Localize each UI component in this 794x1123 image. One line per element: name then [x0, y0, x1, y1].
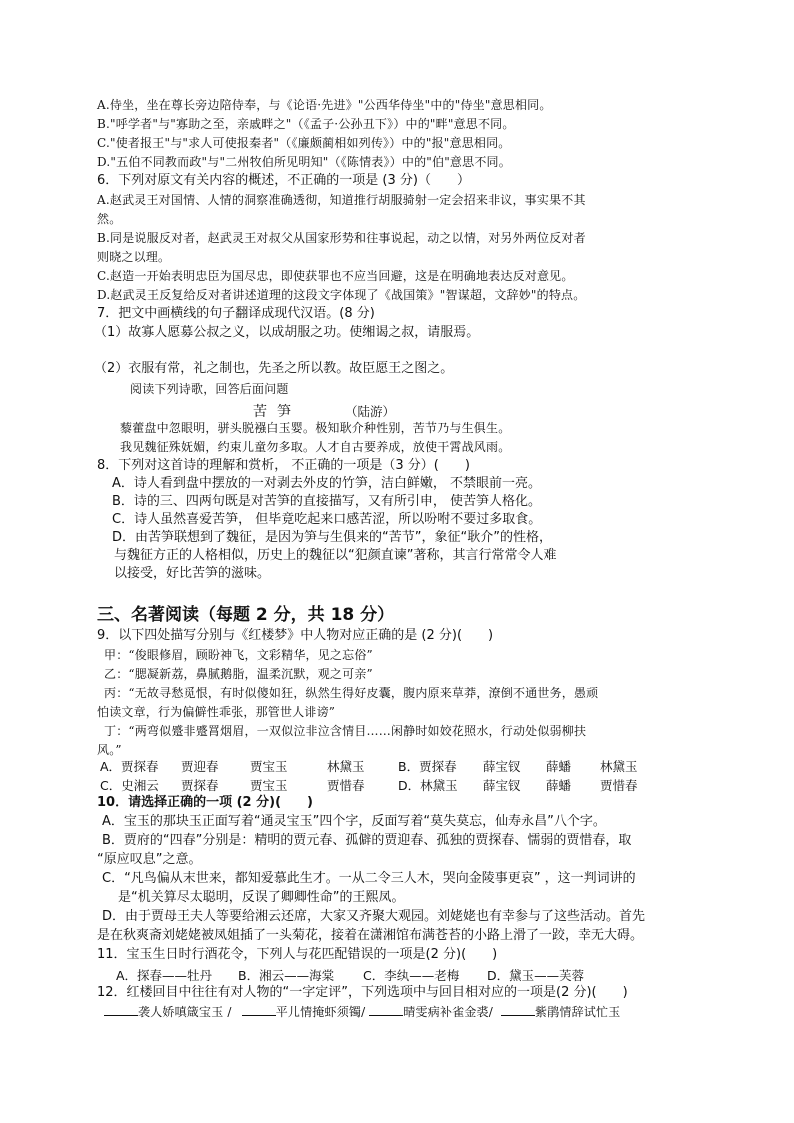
- q9-yi: 乙：“腮凝新荔，鼻腻鹅脂，温柔沉默，观之可亲”: [104, 667, 373, 681]
- q11-option-b: B．湘云——海棠: [238, 968, 335, 983]
- q9-option-b-4: 林黛玉: [600, 759, 638, 774]
- q6-option-a-line1: A.赵武灵王对国情、人情的洞察准确透彻，知道推行胡服骑射一定会招来非议，事实果不其: [97, 193, 586, 207]
- q9-bing-line1: 丙：“无故寻愁觅恨，有时似傻如狂，纵然生得好皮囊，腹内原来草莽，潦倒不通世务，愚顽: [104, 686, 599, 700]
- q8-option-a: A．诗人看到盘中摆放的一对剥去外皮的竹笋，洁白鲜嫩， 不禁眼前一亮。: [112, 476, 542, 491]
- q12-title-1: 袭人娇嗔箴宝玉 /: [138, 1005, 232, 1019]
- q9-option-b-1: B．贾探春: [398, 759, 457, 774]
- q8-option-c: C．诗人虽然喜爱苦笋， 但毕竟吃起来口感苦涩，所以吩咐不要过多取食。: [112, 512, 542, 527]
- q6-option-d: D.赵武灵王反复给反对者讲述道理的这段文字体现了《战国策》"智谋超，文辞妙"的特点。: [97, 288, 586, 302]
- q10-option-c-line2: 是“机关算尽太聪明，反误了卿卿性命”的王熙凤。: [118, 890, 405, 905]
- section-3-heading: 三、名著阅读（每题 2 分，共 18 分）: [97, 605, 395, 625]
- q5-option-b: B."呼学者"与"寡助之至，亲戚畔之"（《孟子·公孙丑下》）中的"畔"意思不同。: [97, 117, 515, 131]
- q6-option-c: C.赵造一开始表明忠臣为国尽忠，即使获罪也不应当回避，这是在明确地表达反对意见。: [97, 269, 574, 283]
- q9-option-c-3: 贾宝玉: [250, 778, 288, 793]
- poem-title: 苦笋: [253, 404, 301, 420]
- q5-option-c: C."使者报王"与"求人可使报秦者"（《廉颇蔺相如列传》）中的"报"意思相同。: [97, 136, 511, 150]
- poem-line-2: 我见魏征殊妩媚，约束儿童勿多取。人才自古要养成，放使干霄战风雨。: [120, 440, 511, 454]
- q10-option-d-line2: 是在秋爽斋刘姥姥被凤姐插了一头菊花，接着在潇湘馆布满苍苔的小路上滑了一跤，幸无大碍。: [97, 928, 644, 943]
- q8-option-b: B．诗的三、四两句既是对苦笋的直接描写，又有所引申， 使苦笋人格化。: [112, 494, 542, 509]
- q5-option-d: D."五伯不同教而政"与"二州牧伯所见明知"（《陈情表》）中的"伯"意思不同。: [97, 155, 511, 169]
- q9-option-c-4: 贾惜春: [327, 778, 365, 793]
- q8-option-d-line2: 与魏征方正的人格相似，历史上的魏征以“犯颜直谏”著称，其言行常常令人难: [114, 548, 557, 563]
- q8-option-d-line3: 以接受，好比苦笋的滋味。: [114, 566, 271, 581]
- q9-ding-line2: 风。”: [97, 743, 122, 757]
- q6-option-b-line2: 则晓之以理。: [97, 250, 171, 264]
- q9-option-c-2: 贾探春: [181, 778, 219, 793]
- q12-blank-1[interactable]: [104, 1004, 138, 1016]
- q9-option-b-2: 薛宝钗: [483, 759, 521, 774]
- q11-option-c: C．李纨——老梅: [363, 968, 460, 983]
- q9-option-d-2: 薛宝钗: [483, 778, 521, 793]
- q12-blank-2[interactable]: [242, 1004, 276, 1016]
- q8-option-d-line1: D．由苦笋联想到了魏征，是因为笋与生俱来的“苦节”，象征“耿介”的性格，: [112, 530, 552, 545]
- q9-option-a-3: 贾宝玉: [250, 759, 288, 774]
- q12-title-3: 晴雯病补雀金裘/: [403, 1005, 494, 1019]
- q9-option-c-1: C．史湘云: [100, 778, 159, 793]
- q5-option-a: A.侍坐，坐在尊长旁边陪侍奉，与《论语·先进》"公西华侍坐"中的"侍坐"意思相同。: [97, 98, 552, 112]
- q9-bing-line2: 怕读文章，行为偏僻性乖张，那管世人诽谤”: [97, 705, 336, 719]
- q10-option-b-line2: “原应叹息”之意。: [97, 852, 202, 867]
- q9-option-b-3: 薛蟠: [546, 759, 572, 774]
- q12-blank-4[interactable]: [501, 1004, 535, 1016]
- q7-sentence-2: （2）衣服有常，礼之制也，先圣之所以教。故臣愿王之图之。: [94, 361, 454, 376]
- q9-stem: 9．以下四处描写分别与《红楼梦》中人物对应正确的是 (2 分)( ): [97, 628, 494, 643]
- q10-option-d-line1: D．由于贾母王夫人等要给湘云还席，大家又齐聚大观园。刘姥姥也有幸参与了这些活动。首先: [102, 909, 646, 924]
- q10-option-c-line1: C．“凡鸟偏从末世来，都知爱慕此生才。一从二令三人木，哭向金陵事更哀” ，这一判词讲的: [102, 871, 636, 886]
- poem-line-1: 藜藿盘中忽眼明，骈头脱襁白玉婴。极知耿介种性别，苦节乃与生俱生。: [120, 421, 511, 435]
- q9-option-d-3: 薛蟠: [546, 778, 572, 793]
- q9-option-a-2: 贾迎春: [181, 759, 219, 774]
- q11-stem: 11．宝玉生日时行酒花令，下列人与花匹配错误的一项是(2 分)( ): [97, 947, 498, 962]
- q9-option-d-4: 贾惜春: [600, 778, 638, 793]
- q6-stem: 6．下列对原文有关内容的概述，不正确的一项是 (3 分)（ ）: [97, 173, 470, 188]
- q9-jia: 甲：“俊眼修眉，顾盼神飞，文彩精华，见之忘俗”: [104, 648, 373, 662]
- q10-option-a: A．宝玉的那块玉正面写着“通灵宝玉”四个字，反面写着“莫失莫忘，仙寿永昌”八个字。: [102, 814, 606, 829]
- q7-stem: 7．把文中画横线的句子翻译成现代汉语。(8 分): [97, 306, 375, 321]
- q9-option-d-1: D．林黛玉: [398, 778, 458, 793]
- q8-stem: 8．下列对这首诗的理解和赏析， 不正确的一项是（3 分）( ): [97, 458, 470, 473]
- q9-ding-line1: 丁：“两弯似蹙非蹙罥烟眉，一双似泣非泣含情目……闲静时如姣花照水，行动处似弱柳扶: [104, 724, 587, 738]
- q7-sentence-1: （1）故寡人愿募公叔之义，以成胡服之功。使缃谒之叔，请服焉。: [94, 325, 480, 340]
- q12-stem: 12．红楼回目中往往有对人物的“一字定评”，下列选项中与回目相对应的一项是(2 分)( ): [97, 985, 628, 1000]
- poem-author: （陆游）: [345, 404, 396, 419]
- q12-blank-3[interactable]: [369, 1004, 403, 1016]
- q12-title-2: 平儿情掩虾须镯/: [275, 1005, 366, 1019]
- q12-chapter-titles: [104, 1004, 620, 1020]
- q10-option-b-line1: B．贾府的“四春”分别是：精明的贾元春、孤僻的贾迎春、孤独的贾探春、懦弱的贾惜春，取: [102, 833, 632, 848]
- q11-option-a: A．探春——牡丹: [116, 968, 213, 983]
- q9-option-a-1: A．贾探春: [100, 759, 159, 774]
- q11-option-d: D．黛玉——芙蓉: [487, 968, 585, 983]
- q6-option-a-line2: 然。: [97, 212, 122, 226]
- poem-intro: 阅读下列诗歌，回答后面问题: [130, 382, 289, 396]
- q9-option-a-4: 林黛玉: [327, 759, 365, 774]
- q10-stem: 10．请选择正确的一项 (2 分)( ): [97, 795, 313, 810]
- q6-option-b-line1: B.同是说服反对者，赵武灵王对叔父从国家形势和往事说起，动之以情，对另外两位反对者: [97, 231, 586, 245]
- q12-title-4: 紫鹃情辞试忙玉: [535, 1005, 621, 1019]
